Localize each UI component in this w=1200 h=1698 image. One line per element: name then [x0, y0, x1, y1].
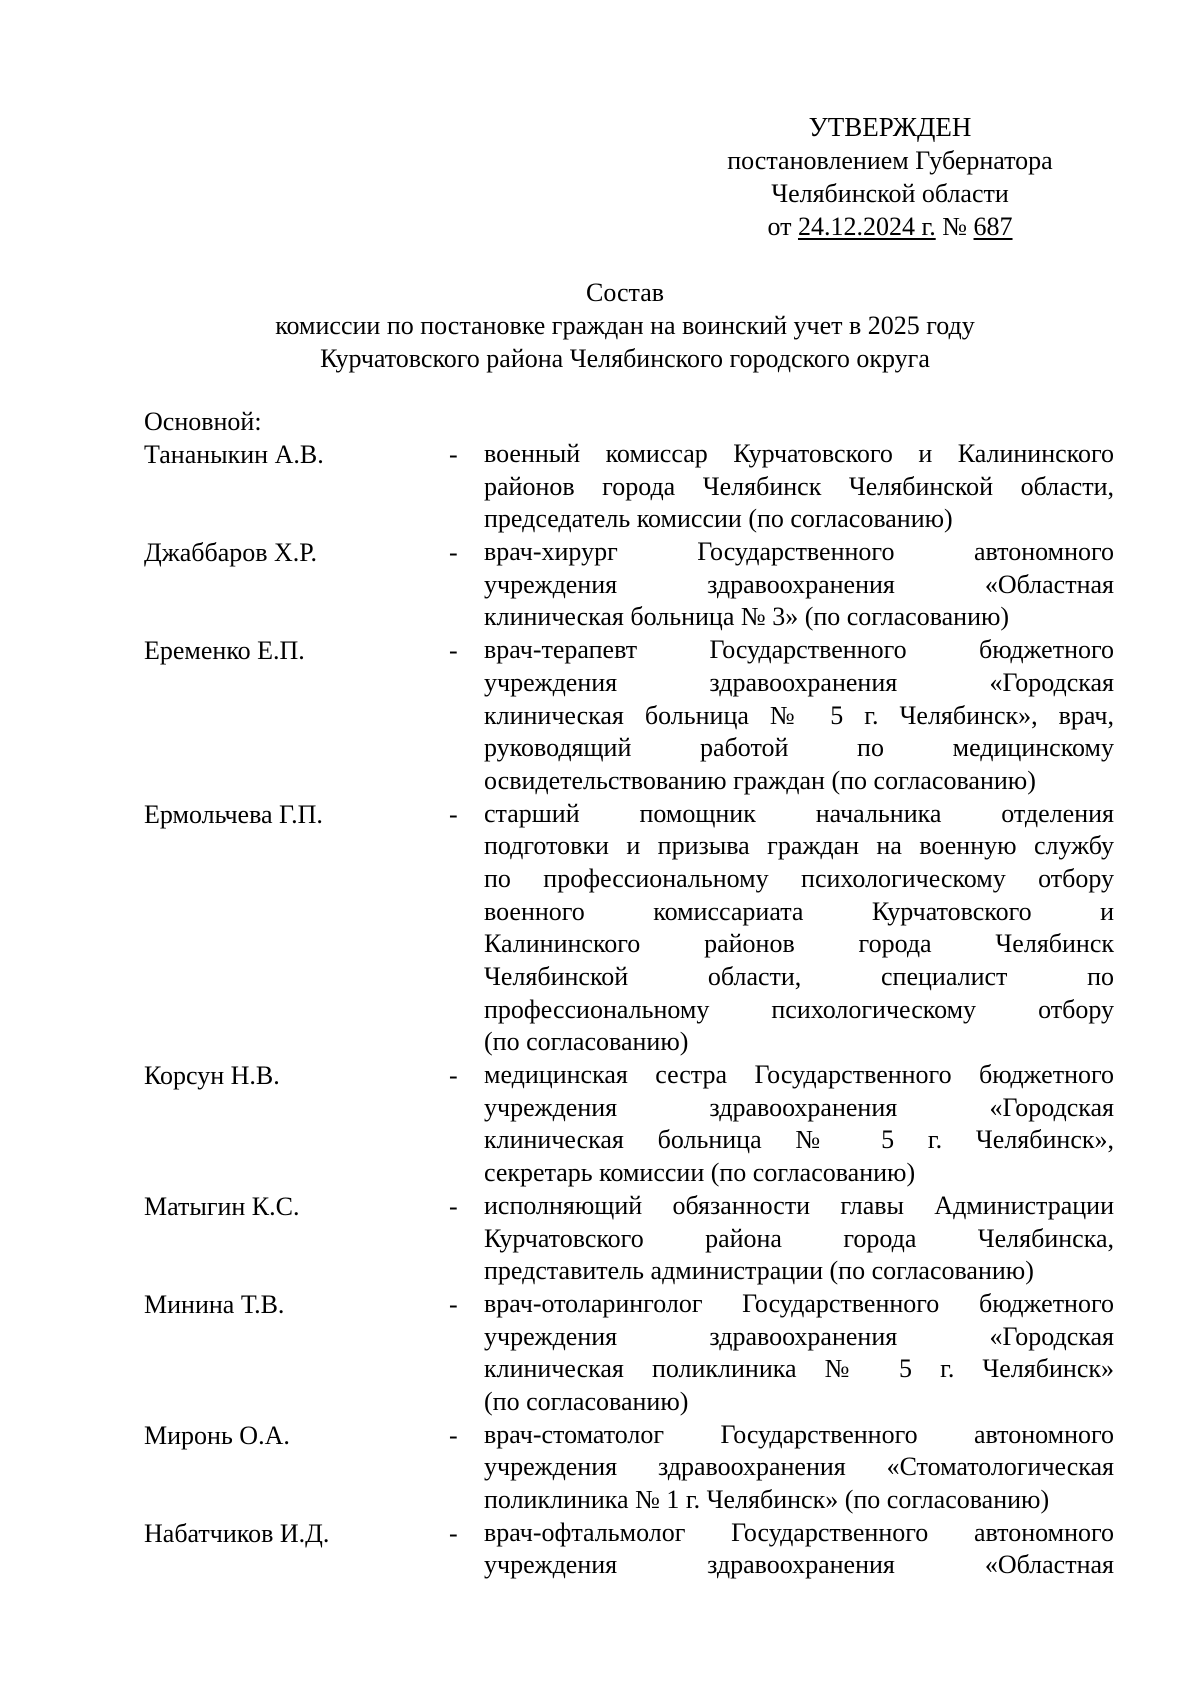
member-description-line: учреждения здравоохранения «Городская: [484, 667, 1114, 697]
member-row: [144, 1517, 1114, 1582]
member-name: Матыгин К.С.: [144, 1191, 300, 1221]
member-dash: -: [449, 1191, 458, 1221]
approval-date-line: [700, 210, 1080, 243]
member-description-line: представитель администрации (по согласованию): [484, 1256, 1034, 1286]
member-description-line: секретарь комиссии (по согласованию): [484, 1158, 916, 1188]
member-description: [484, 1059, 1114, 1190]
member-description-line: учреждения здравоохранения «Стоматологическая: [484, 1452, 1114, 1482]
member-description-line: врач-стоматолог Государственного автономного: [484, 1419, 1114, 1449]
member-description-line: учреждения здравоохранения «Городская: [484, 1321, 1114, 1351]
heading-line-2: комиссии по постановке граждан на воинский учет в 2025 году: [275, 311, 975, 340]
member-name: Джаббаров Х.Р.: [144, 538, 317, 568]
member-description-line: врач-офтальмолог Государственного автономного: [484, 1517, 1114, 1547]
member-description: [484, 798, 1114, 1060]
member-description-line: руководящий работой по медицинскому: [484, 733, 1114, 763]
member-name: Еременко Е.П.: [144, 636, 305, 666]
member-name: Минина Т.В.: [144, 1289, 285, 1319]
member-name: Корсун Н.В.: [144, 1061, 280, 1091]
member-dash: -: [449, 799, 458, 829]
member-description-line: врач-терапевт Государственного бюджетного: [484, 635, 1114, 665]
approval-title: УТВЕРЖДЕН: [808, 112, 972, 142]
member-row: [144, 438, 1114, 536]
member-description-line: медицинская сестра Государственного бюджетного: [484, 1060, 1114, 1090]
member-dash: -: [449, 1420, 458, 1450]
member-name: Миронь О.А.: [144, 1420, 290, 1450]
member-row: [144, 798, 1114, 1060]
approval-date: 24.12.2024 г.: [797, 212, 936, 241]
member-description: [484, 1190, 1114, 1288]
member-description: [484, 1419, 1114, 1517]
member-row: [144, 536, 1114, 634]
member-description-line: председатель комиссии (по согласованию): [484, 504, 953, 534]
member-description-line: военный комиссар Курчатовского и Калининского: [484, 439, 1114, 468]
member-name: Тананыкин А.В.: [144, 440, 324, 469]
member-description: [484, 438, 1114, 536]
member-name: Ермольчева Г.П.: [144, 799, 323, 829]
approval-number-prefix: №: [935, 212, 974, 241]
section-label: Основной:: [144, 407, 262, 436]
member-description-line: учреждения здравоохранения «Городская: [484, 1092, 1114, 1122]
document-heading: [100, 276, 1150, 375]
approval-line-1: постановлением Губернатора: [727, 146, 1053, 175]
member-row: [144, 1190, 1114, 1288]
member-row: [144, 1288, 1114, 1419]
heading-line-3: Курчатовского района Челябинского городского округа: [320, 344, 930, 373]
heading-line-1: Состав: [585, 278, 665, 307]
member-description-line: врач-отоларинголог Государственного бюджетного: [484, 1288, 1114, 1318]
member-description-line: учреждения здравоохранения «Областная: [484, 569, 1114, 599]
member-dash: -: [449, 636, 458, 666]
member-description-line: клиническая поликлиника № 5 г. Челябинск»: [484, 1354, 1114, 1384]
member-dash: -: [449, 1061, 458, 1091]
member-row: [144, 634, 1114, 797]
member-description-line: Калининского районов города Челябинск: [484, 929, 1114, 959]
member-description: [484, 536, 1114, 634]
member-description-line: профессиональному психологическому отбору: [484, 994, 1114, 1024]
member-description-line: районов города Челябинск Челябинской области,: [484, 471, 1114, 501]
approval-line-2: Челябинской области: [771, 179, 1009, 208]
member-description-line: клиническая больница № 5 г. Челябинск»,: [484, 1125, 1114, 1155]
member-description: [484, 634, 1114, 797]
member-description: [484, 1517, 1114, 1582]
member-description-line: (по согласованию): [484, 1386, 689, 1416]
member-description-line: (по согласованию): [484, 1027, 689, 1057]
member-description-line: клиническая больница № 3» (по согласованию): [484, 602, 1010, 632]
member-description-line: Челябинской области, специалист по: [484, 962, 1114, 991]
member-description-line: клиническая больница № 5 г. Челябинск», врач,: [484, 700, 1114, 730]
member-row: [144, 1419, 1114, 1517]
member-description-line: военного комиссариата Курчатовского и: [484, 896, 1114, 926]
member-dash: -: [449, 1289, 458, 1319]
approval-stamp: [700, 111, 1080, 243]
member-dash: -: [449, 440, 458, 469]
member-description: [484, 1288, 1114, 1419]
member-description-line: поликлиника № 1 г. Челябинск» (по согласованию): [484, 1485, 1050, 1514]
member-dash: -: [449, 538, 458, 568]
member-description-line: учреждения здравоохранения «Областная: [484, 1550, 1114, 1580]
member-description-line: старший помощник начальника отделения: [484, 798, 1114, 828]
member-row: [144, 1059, 1114, 1190]
member-description-line: подготовки и призыва граждан на военную службу: [484, 831, 1114, 861]
member-description-line: освидетельствованию граждан (по согласованию): [484, 765, 1036, 795]
member-description-line: по профессиональному психологическому отбору: [484, 863, 1114, 893]
approval-number: 687: [973, 212, 1013, 241]
member-name: Набатчиков И.Д.: [144, 1518, 330, 1548]
member-description-line: исполняющий обязанности главы Администрации: [484, 1190, 1114, 1220]
member-description-line: Курчатовского района города Челябинска,: [484, 1223, 1114, 1253]
member-description-line: врач-хирург Государственного автономного: [484, 537, 1114, 567]
member-dash: -: [449, 1518, 458, 1548]
members-list: [144, 438, 1114, 1582]
approval-date-prefix: от: [767, 212, 798, 241]
